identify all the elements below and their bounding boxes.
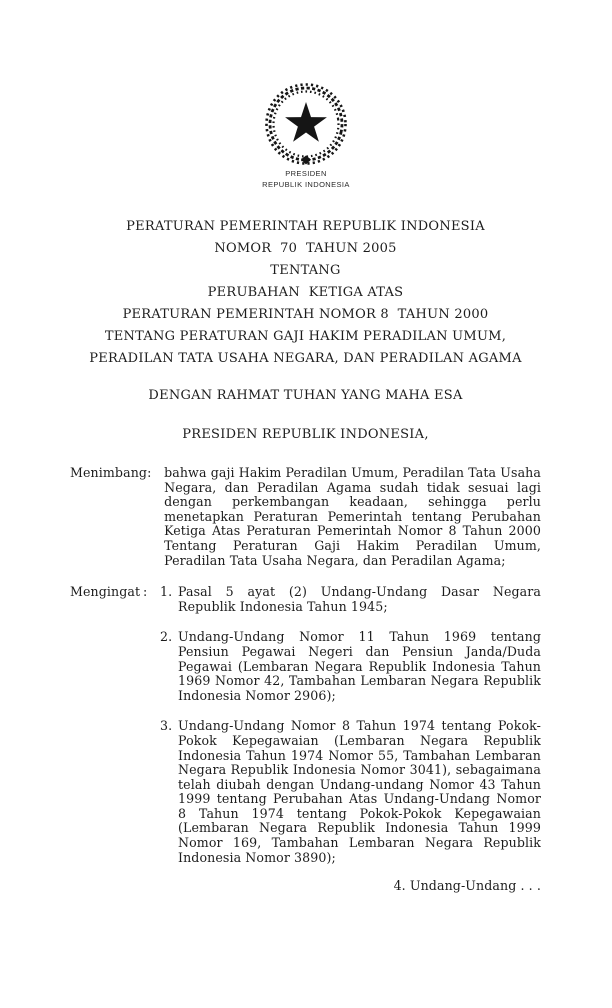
legal-item-2-text: Undang-Undang Nomor 11 Tahun 1969 tentang Pensiun Pegawai Negeri dan Pensiun Janda/Duda Pegawai (Lembaran Negara Republik Indonesia Tahun 1969 Nomor 42, Tambahan Lembaran Negara Republik Indonesia Nomor 2906);: [178, 629, 541, 703]
legal-item-1-number: 1.: [160, 584, 173, 600]
considering-clause: [70, 466, 541, 568]
legal-item-2-number: 2.: [160, 629, 173, 645]
legal-basis-items: [160, 585, 541, 865]
letterhead-country: REPUBLIK INDONESIA: [262, 180, 350, 189]
legal-item-3: [160, 719, 541, 865]
regulation-title: [70, 216, 541, 370]
title-line-5: PERATURAN PEMERINTAH NOMOR 8 TAHUN 2000: [122, 307, 489, 322]
legal-basis-label: Mengingat: [70, 584, 141, 600]
title-line-tentang: TENTANG: [270, 263, 341, 278]
legal-item-1: [160, 585, 541, 614]
grace-formula: DENGAN RAHMAT TUHAN YANG MAHA ESA: [148, 388, 463, 403]
legal-item-3-text: Undang-Undang Nomor 8 Tahun 1974 tentang Pokok-Pokok Kepegawaian (Lembaran Negara Republik Indonesia Tahun 1974 Nomor 55, Tambahan Lembaran Negara Republik Indonesia Nomor 3041), sebagaimana telah diubah dengan Undang-undang Nomor 43 Tahun 1999 tentang Perubahan Atas Undang-Undang Nomor 8 Tahun 1974 tentang Pokok-Pokok Kepegawaian (Lembaran Negara Republik Indonesia Tahun 1999 Nomor 169, Tambahan Lembaran Negara Republik Indonesia Nomor 3890);: [178, 718, 541, 865]
letterhead-agency: PRESIDEN: [285, 169, 327, 178]
page-catchword: 4. Undang-Undang . . .: [393, 878, 541, 894]
letterhead: [0, 80, 612, 190]
considering-text: bahwa gaji Hakim Peradilan Umum, Peradilan Tata Usaha Negara, dan Peradilan Agama sudah tidak sesuai lagi dengan perkembangan keadaan, sehingga perlu menetapkan Peraturan Pemerintah tentang Perubahan Ketiga Atas Peraturan Pemerintah Nomor 8 Tahun 2000 Tentang Peraturan Gaji Hakim Peradilan Umum, Peradilan Tata Usaha Negara, dan Peradilan Agama;: [164, 465, 541, 568]
issuer-line: PRESIDEN REPUBLIK INDONESIA,: [182, 427, 429, 442]
legal-item-2: [160, 630, 541, 703]
legal-basis-clause: [70, 585, 541, 865]
legal-basis-separator: :: [143, 584, 148, 600]
legal-item-3-number: 3.: [160, 718, 173, 734]
considering-separator: :: [147, 465, 152, 480]
star-wreath-emblem-icon: [258, 80, 354, 168]
legal-item-1-text: Pasal 5 ayat (2) Undang-Undang Dasar Negara Republik Indonesia Tahun 1945;: [178, 584, 541, 614]
considering-label: Menimbang: [70, 465, 148, 480]
title-line-4: PERUBAHAN KETIGA ATAS: [207, 285, 404, 300]
title-line-7: PERADILAN TATA USAHA NEGARA, DAN PERADILAN AGAMA: [89, 351, 522, 366]
title-line-number: NOMOR 70 TAHUN 2005: [214, 241, 397, 256]
document-body: [0, 216, 612, 894]
title-line-1: PERATURAN PEMERINTAH REPUBLIK INDONESIA: [126, 219, 485, 234]
title-line-6: TENTANG PERATURAN GAJI HAKIM PERADILAN UMUM,: [104, 329, 507, 344]
